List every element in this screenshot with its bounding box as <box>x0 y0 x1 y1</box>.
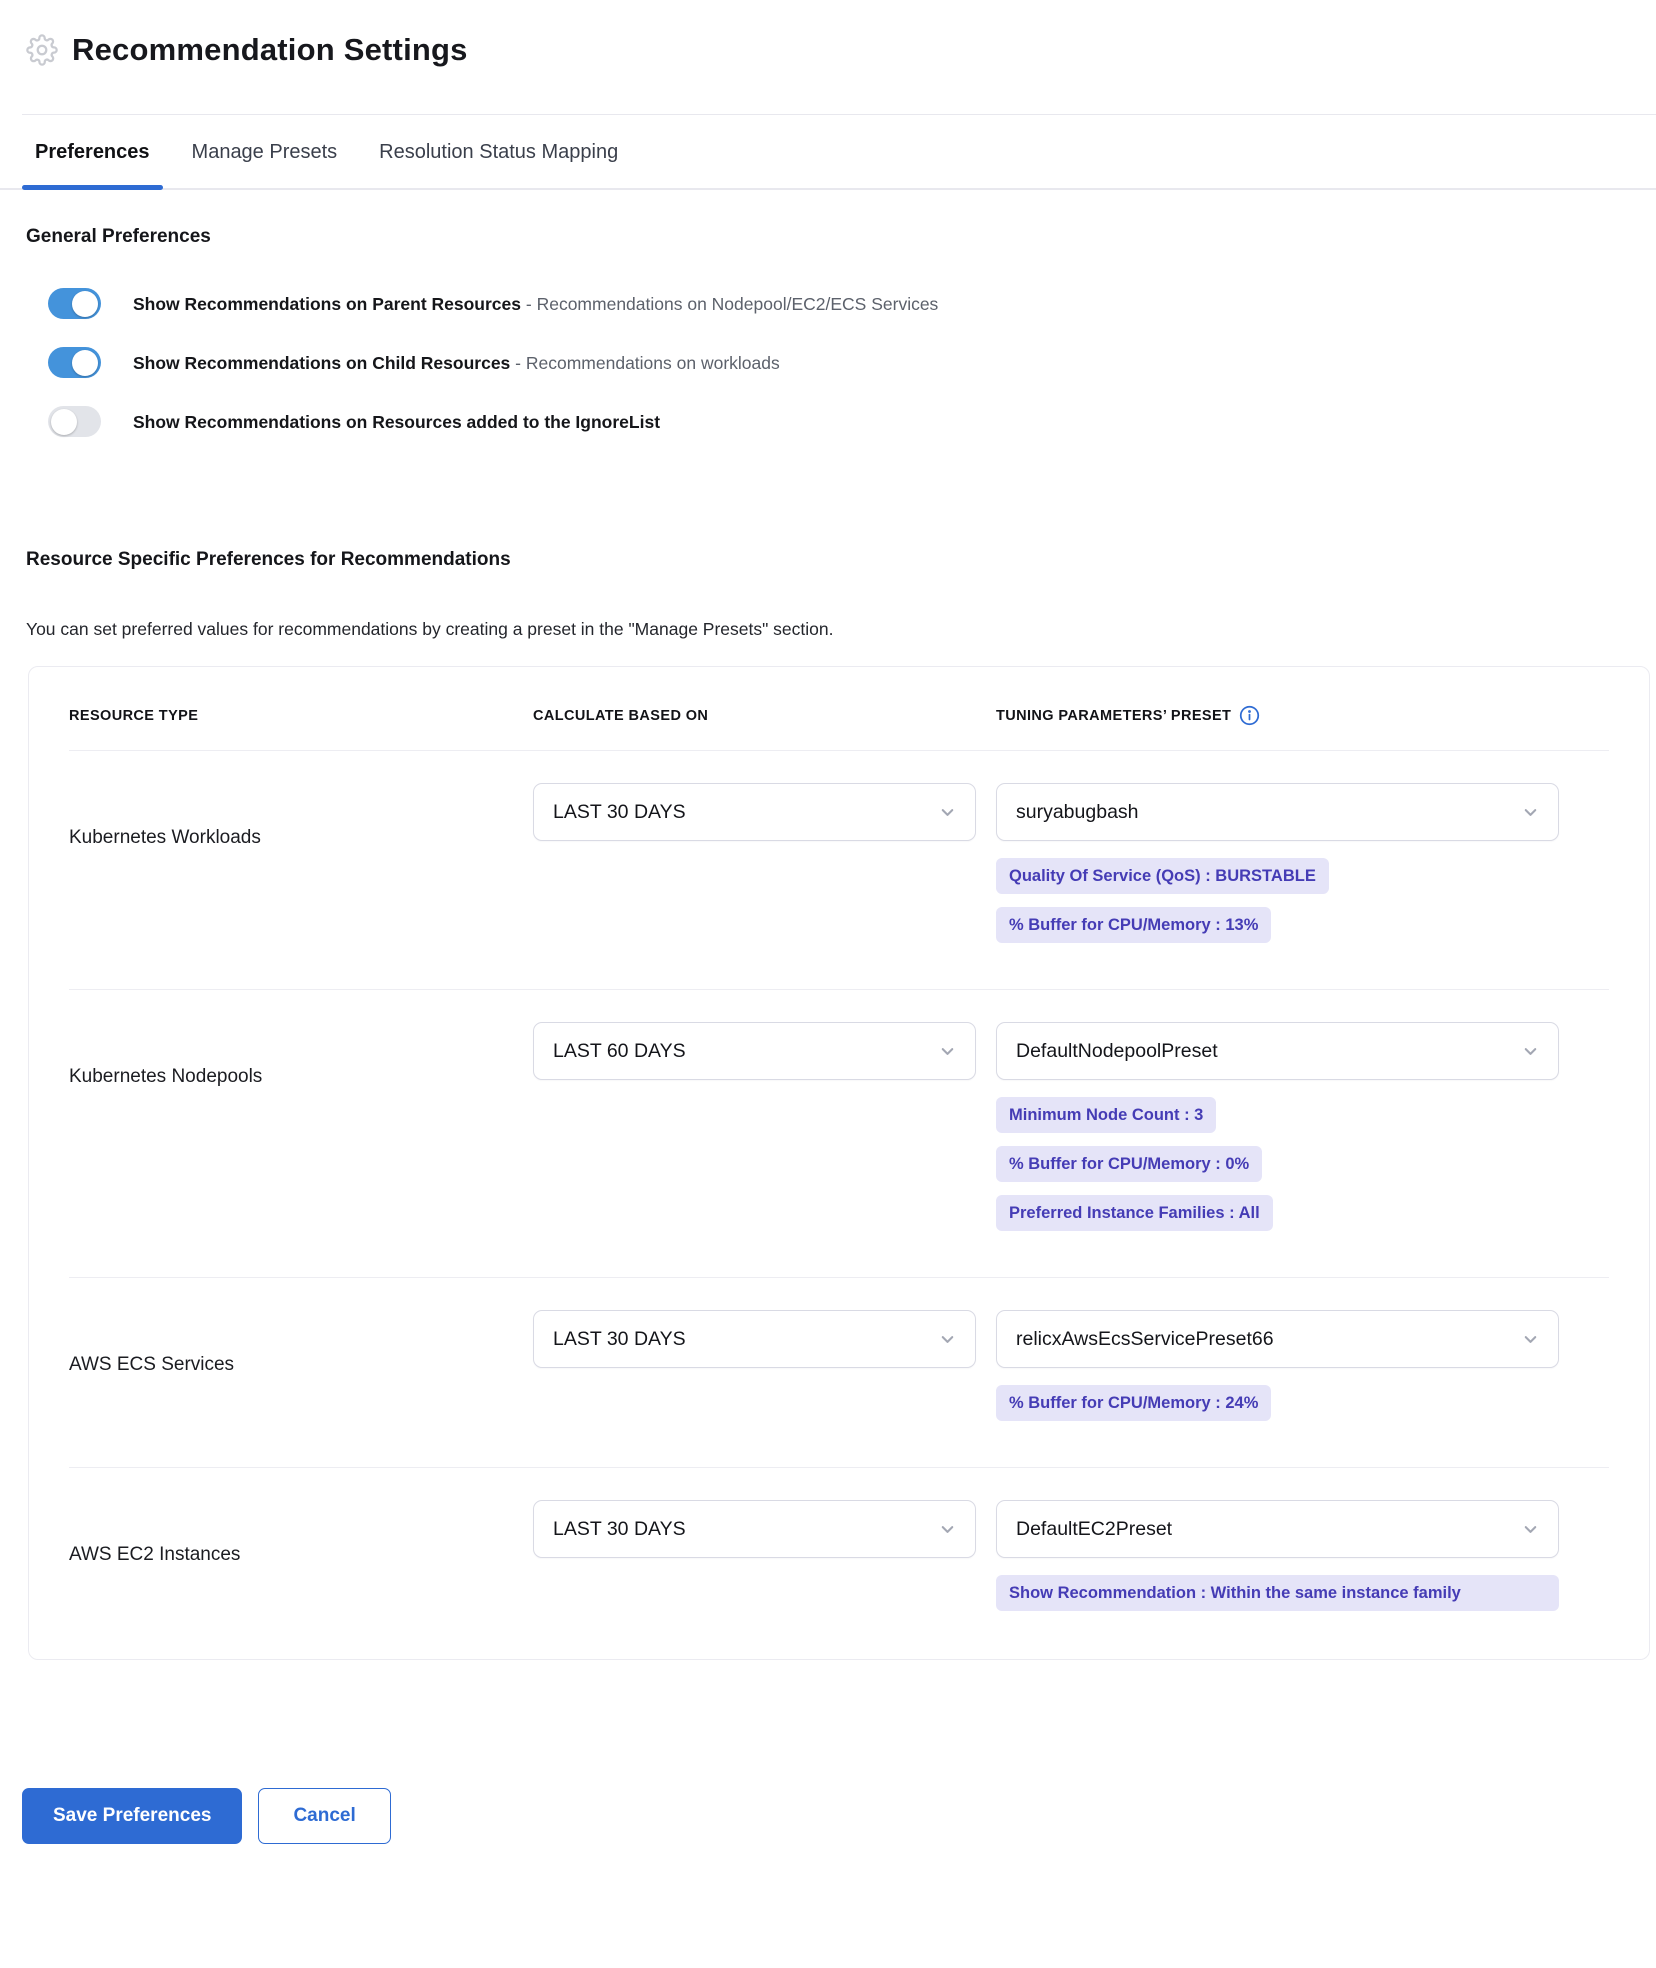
calculate-based-on-select[interactable]: LAST 30 DAYS <box>533 1500 976 1558</box>
column-header-calculate-based-on: CALCULATE BASED ON <box>533 707 709 724</box>
tuning-preset-select[interactable]: DefaultNodepoolPreset <box>996 1022 1559 1080</box>
gear-icon <box>26 34 58 66</box>
preset-badge: % Buffer for CPU/Memory : 13% <box>996 907 1271 943</box>
preset-badge: Preferred Instance Families : All <box>996 1195 1273 1231</box>
general-toggle-list <box>48 288 1656 437</box>
toggle-row-ignorelist-resources <box>48 406 1656 437</box>
chevron-down-icon <box>1521 1330 1540 1349</box>
toggle-knob <box>72 291 98 317</box>
column-header-tuning-preset: TUNING PARAMETERS’ PRESET <box>996 705 1609 726</box>
table-row <box>69 750 1609 989</box>
preset-badges <box>996 858 1609 943</box>
calculate-based-on-select[interactable]: LAST 60 DAYS <box>533 1022 976 1080</box>
tuning-preset-select[interactable]: DefaultEC2Preset <box>996 1500 1559 1558</box>
table-header-row <box>69 667 1609 750</box>
preset-badges <box>996 1385 1609 1421</box>
chevron-down-icon <box>1521 1520 1540 1539</box>
child-resources-toggle[interactable] <box>48 347 101 378</box>
ignorelist-resources-toggle[interactable] <box>48 406 101 437</box>
preset-badge: Quality Of Service (QoS) : BURSTABLE <box>996 858 1329 894</box>
tab-preferences[interactable]: Preferences <box>35 115 150 188</box>
preset-badge: % Buffer for CPU/Memory : 24% <box>996 1385 1271 1421</box>
tuning-preset-select[interactable]: relicxAwsEcsServicePreset66 <box>996 1310 1559 1368</box>
tab-manage-presets[interactable]: Manage Presets <box>191 141 338 163</box>
calculate-based-on-select[interactable]: LAST 30 DAYS <box>533 1310 976 1368</box>
preset-badge: % Buffer for CPU/Memory : 0% <box>996 1146 1262 1182</box>
chevron-down-icon <box>1521 803 1540 822</box>
resource-type-label: Kubernetes Workloads <box>69 827 261 848</box>
page-header <box>0 0 1656 68</box>
toggle-row-parent-resources <box>48 288 1656 319</box>
preset-badge: Minimum Node Count : 3 <box>996 1097 1216 1133</box>
table-row <box>69 1277 1609 1467</box>
calculate-based-on-select[interactable]: LAST 30 DAYS <box>533 783 976 841</box>
toggle-knob <box>51 409 77 435</box>
tab-bar <box>0 115 1656 190</box>
general-preferences-heading: General Preferences <box>26 226 211 247</box>
resource-preferences-table <box>28 666 1650 1660</box>
column-header-resource-type: RESOURCE TYPE <box>69 707 199 724</box>
resource-type-label: AWS ECS Services <box>69 1354 235 1375</box>
chevron-down-icon <box>938 1520 957 1539</box>
toggle-label: Show Recommendations on Resources added to the IgnoreList <box>133 411 661 432</box>
info-icon[interactable] <box>1239 705 1260 726</box>
resource-type-label: Kubernetes Nodepools <box>69 1066 263 1087</box>
resource-preferences-heading: Resource Specific Preferences for Recommendations <box>26 549 511 570</box>
resource-preferences-note: You can set preferred values for recommendations by creating a preset in the "Manage Presets" section. <box>26 619 834 639</box>
tuning-preset-select[interactable]: suryabugbash <box>996 783 1559 841</box>
toggle-knob <box>72 350 98 376</box>
toggle-row-child-resources <box>48 347 1656 378</box>
chevron-down-icon <box>938 1330 957 1349</box>
toggle-label: Show Recommendations on Child Resources - Recommendations on workloads <box>133 352 780 373</box>
table-row <box>69 989 1609 1277</box>
chevron-down-icon <box>938 1042 957 1061</box>
tab-resolution-status-mapping[interactable]: Resolution Status Mapping <box>379 141 619 163</box>
chevron-down-icon <box>1521 1042 1540 1061</box>
resource-type-label: AWS EC2 Instances <box>69 1544 241 1565</box>
preset-badge: Show Recommendation : Within the same instance family <box>996 1575 1559 1611</box>
table-row <box>69 1467 1609 1657</box>
toggle-label: Show Recommendations on Parent Resources - Recommendations on Nodepool/EC2/ECS Services <box>133 293 939 314</box>
preset-badges <box>996 1097 1609 1231</box>
action-bar <box>22 1788 1656 1886</box>
preset-badges <box>996 1575 1609 1611</box>
cancel-button[interactable]: Cancel <box>258 1788 390 1844</box>
save-preferences-button[interactable]: Save Preferences <box>22 1788 242 1844</box>
chevron-down-icon <box>938 803 957 822</box>
parent-resources-toggle[interactable] <box>48 288 101 319</box>
page-title: Recommendation Settings <box>72 32 468 67</box>
